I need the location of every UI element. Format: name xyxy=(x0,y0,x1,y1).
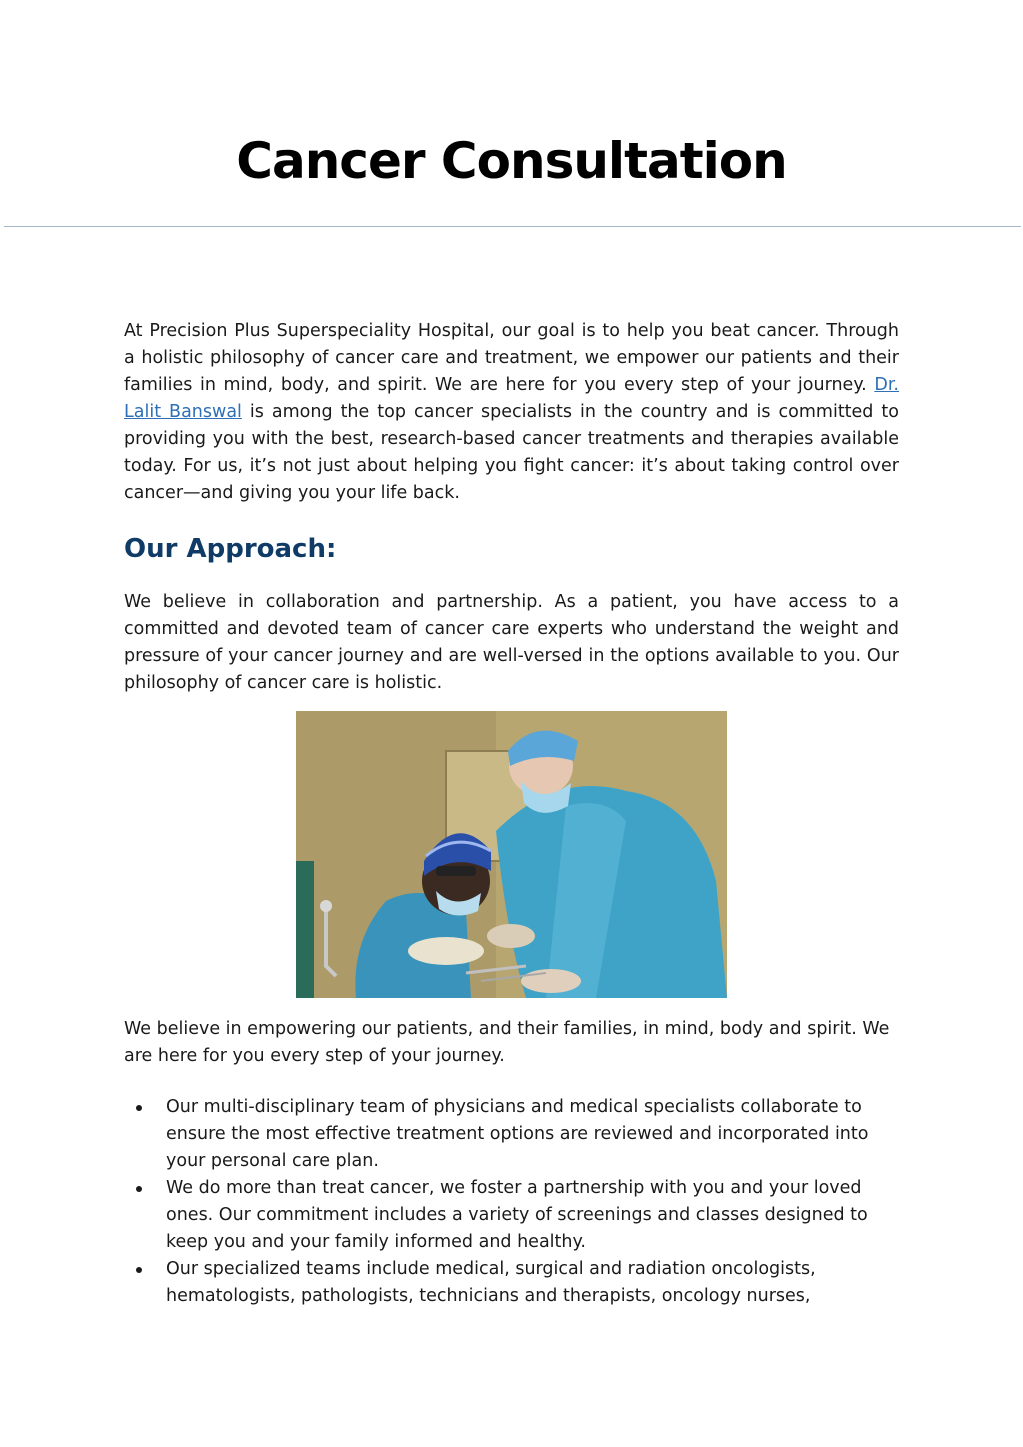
list-item-text: Our specialized teams include medical, surgical and radiation oncologists, hematologists, pathologists, technicians and therapists, oncology nurses, xyxy=(166,1259,816,1306)
bullet-icon xyxy=(136,1267,142,1273)
photo-gloves-right xyxy=(487,924,535,948)
list-item xyxy=(124,1256,899,1310)
intro-text-end: is among the top cancer specialists in the country and is committed to providing you with the best, research-based cancer treatments and therapies available today. For us, it’s not just about helping you fight cancer: it’s about taking control over cancer—and giving you your life back. xyxy=(124,402,899,503)
intro-paragraph xyxy=(124,318,899,507)
empower-paragraph: We believe in empowering our patients, and their families, in mind, body and spirit. We are here for you every step of your journey. xyxy=(124,1019,890,1066)
list-item xyxy=(124,1094,899,1175)
title-divider xyxy=(4,226,1021,227)
document-body xyxy=(124,318,899,1310)
bullet-icon xyxy=(136,1105,142,1111)
intro-text-start: At Precision Plus Superspeciality Hospital, our goal is to help you beat cancer. Through a holistic philosophy of cancer care and treatment, we empower our patients and their families in mind, body, and spirit. We are here for you every step of your journey. xyxy=(124,321,899,395)
page-title: Cancer Consultation xyxy=(236,132,787,190)
doctor-profile-link[interactable]: Dr. Lalit Banswal xyxy=(124,375,899,422)
photo-drape xyxy=(296,861,314,998)
list-item xyxy=(124,1175,899,1256)
bullet-icon xyxy=(136,1186,142,1192)
approach-paragraph: We believe in collaboration and partnership. As a patient, you have access to a committed and devoted team of cancer care experts who understand the weight and pressure of your cancer journey and are well-versed in the options available to you. Our philosophy of cancer care is holistic. xyxy=(124,592,899,693)
photo-pole-top xyxy=(320,900,332,912)
photo-headlamp xyxy=(436,866,476,876)
approach-heading: Our Approach: xyxy=(124,534,337,564)
photo-gloves-bottom xyxy=(521,969,581,993)
list-item-text: We do more than treat cancer, we foster a partnership with you and your loved ones. Our commitment includes a variety of screenings and classes designed to keep you and your family informed and healthy. xyxy=(166,1178,868,1252)
photo-gloves-left xyxy=(408,937,484,965)
surgery-photo xyxy=(296,711,727,998)
list-item-text: Our multi-disciplinary team of physicians and medical specialists collaborate to ensure the most effective treatment options are reviewed and incorporated into your personal care plan. xyxy=(166,1097,869,1171)
services-list xyxy=(124,1094,899,1310)
